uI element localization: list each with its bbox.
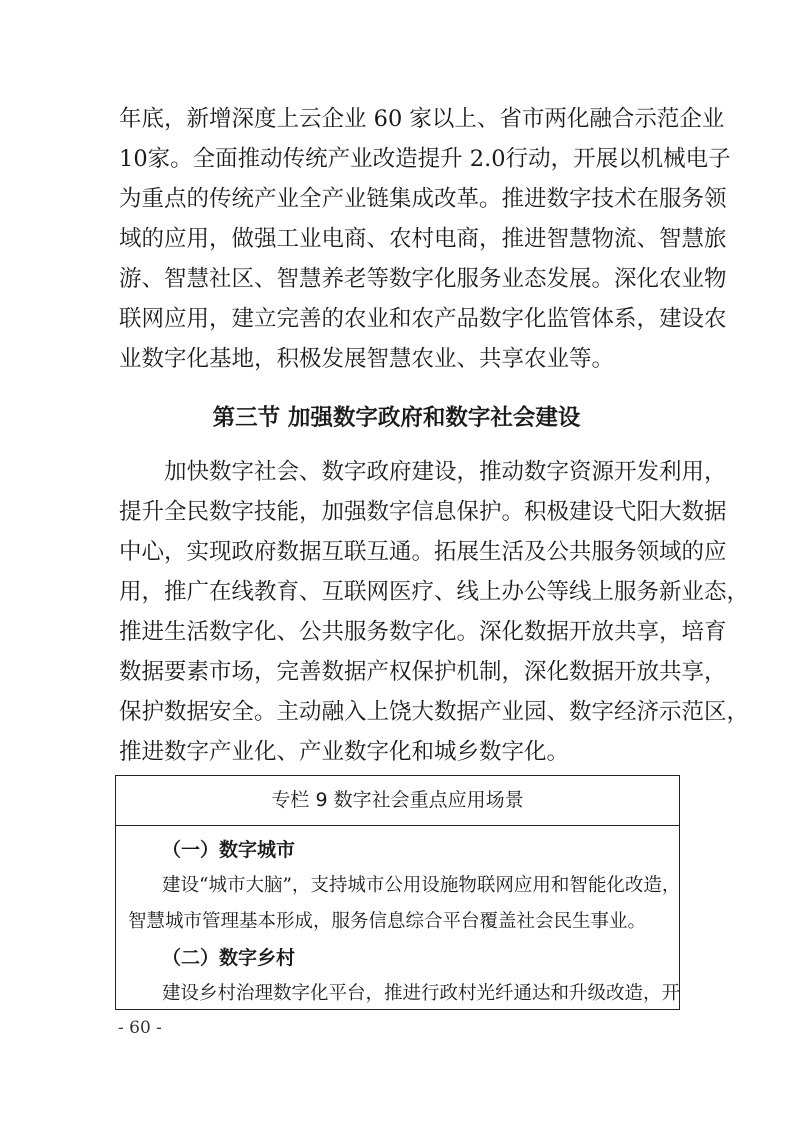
box-heading-digital-city: （一）数字城市: [162, 839, 296, 861]
paragraph-line: 推进生活数字化、公共服务数字化。深化数据开放共享，培育: [119, 619, 727, 645]
paragraph-line: 中心，实现政府数据互联互通。拓展生活及公共服务领域的应: [119, 539, 727, 565]
column-box: [115, 775, 680, 1010]
paragraph-line: 域的应用，做强工业电商、农村电商，推进智慧物流、智慧旅: [119, 226, 727, 252]
paragraph-line: 用，推广在线教育、互联网医疗、线上办公等线上服务新业态，: [119, 579, 750, 605]
paragraph-line: 10家。全面推动传统产业改造提升 2.0行动，开展以机械电子: [119, 146, 731, 172]
paragraph-line: 保护数据安全。主动融入上饶大数据产业园、数字经济示范区，: [119, 699, 750, 725]
paragraph-digital-society: [119, 452, 750, 772]
paragraph-line: 数据要素市场，完善数据产权保护机制，深化数据开放共享，: [119, 659, 727, 685]
column-box-body: [116, 832, 679, 1012]
paragraph-digital-industry: [119, 99, 731, 379]
paragraph-line: 为重点的传统产业全产业链集成改革。推进数字技术在服务领: [119, 186, 727, 212]
box-text-line: 建设“城市大脑”，支持城市公用设施物联网应用和智能化改造，: [162, 875, 681, 896]
paragraph-line: 业数字化基地，积极发展智慧农业、共享农业等。: [119, 346, 615, 372]
paragraph-line: 年底，新增深度上云企业 60 家以上、省市两化融合示范企业: [119, 106, 725, 132]
paragraph-line: 游、智慧社区、智慧养老等数字化服务业态发展。深化农业物: [119, 266, 727, 292]
column-box-title: 专栏 9 数字社会重点应用场景: [116, 776, 679, 826]
paragraph-line: 加快数字社会、数字政府建设，推动数字资源开发利用，: [164, 459, 727, 485]
paragraph-line: 推进数字产业化、产业数字化和城乡数字化。: [119, 739, 570, 765]
page-number: - 60 -: [118, 1018, 162, 1038]
paragraph-line: 联网应用，建立完善的农业和农产品数字化监管体系，建设农: [119, 306, 727, 332]
box-text-line: 智慧城市管理基本形成，服务信息综合平台覆盖社会民生事业。: [128, 911, 647, 932]
box-heading-digital-village: （二）数字乡村: [162, 947, 296, 969]
paragraph-line: 提升全民数字技能，加强数字信息保护。积极建设弋阳大数据: [119, 499, 727, 525]
box-text-line: 建设乡村治理数字化平台，推进行政村光纤通达和升级改造，开: [162, 983, 681, 1004]
section-title: 第三节 加强数字政府和数字社会建设: [212, 405, 581, 431]
